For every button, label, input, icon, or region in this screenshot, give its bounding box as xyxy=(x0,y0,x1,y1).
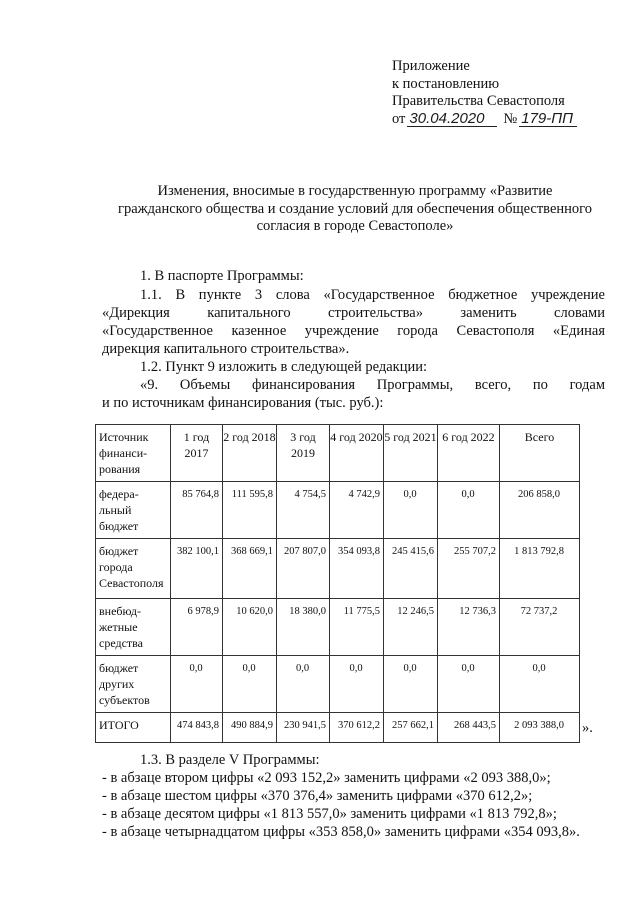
value-cell: 18 380,0 xyxy=(277,599,330,656)
value-cell: 0,0 xyxy=(223,656,277,713)
source-cell: федера-льный бюджет xyxy=(96,482,171,539)
list-item: - в абзаце шестом цифры «370 376,4» заменить цифрами «370 612,2»; xyxy=(102,788,533,804)
value-cell: 268 443,5 xyxy=(438,713,500,743)
value-cell: 230 941,5 xyxy=(277,713,330,743)
financing-table xyxy=(95,424,580,743)
paragraph-9-line: «9. Объемы финансирования Программы, всего, по годам xyxy=(140,377,605,393)
value-cell: 0,0 xyxy=(330,656,384,713)
header-cell: 3 год 2019 xyxy=(277,425,330,482)
value-cell: 85 764,8 xyxy=(171,482,223,539)
value-cell: 10 620,0 xyxy=(223,599,277,656)
table-header-row xyxy=(96,425,580,482)
list-item: - в абзаце четырнадцатом цифры «353 858,0» заменить цифрами «354 093,8». xyxy=(102,824,580,840)
value-cell: 0,0 xyxy=(438,656,500,713)
value-cell: 257 662,1 xyxy=(384,713,438,743)
header-cell: 1 год 2017 xyxy=(171,425,223,482)
handwritten-date: 30.04.2020 xyxy=(407,111,497,127)
header-cell: 6 год 2022 xyxy=(438,425,500,482)
table-row xyxy=(96,656,580,713)
handwritten-number: 179-ПП xyxy=(519,111,577,127)
header-cell: 2 год 2018 xyxy=(223,425,277,482)
value-cell: 0,0 xyxy=(500,656,580,713)
header-cell: Всего xyxy=(500,425,580,482)
list-item: - в абзаце втором цифры «2 093 152,2» заменить цифрами «2 093 388,0»; xyxy=(102,770,551,786)
list-item: - в абзаце десятом цифры «1 813 557,0» заменить цифрами «1 813 792,8»; xyxy=(102,806,557,822)
document-title xyxy=(90,183,620,236)
value-cell: 11 775,5 xyxy=(330,599,384,656)
value-cell: 354 093,8 xyxy=(330,539,384,599)
resolution-label: к постановлению xyxy=(392,75,500,92)
value-cell: 4 742,9 xyxy=(330,482,384,539)
closing-quote: ». xyxy=(582,720,593,736)
title-line: гражданского общества и создание условий для обеспечения общественного xyxy=(118,200,592,217)
value-cell: 4 754,5 xyxy=(277,482,330,539)
table-row xyxy=(96,599,580,656)
date-number-line xyxy=(392,111,577,129)
value-cell: 490 884,9 xyxy=(223,713,277,743)
value-cell: 72 737,2 xyxy=(500,599,580,656)
value-cell: 0,0 xyxy=(171,656,223,713)
value-cell: 370 612,2 xyxy=(330,713,384,743)
source-cell: ИТОГО xyxy=(96,713,171,743)
source-cell: бюджет города Севастополя xyxy=(96,539,171,599)
title-line: согласия в городе Севастополе» xyxy=(256,218,454,234)
value-cell: 206 858,0 xyxy=(500,482,580,539)
appendix-header xyxy=(392,58,577,128)
value-cell: 12 736,3 xyxy=(438,599,500,656)
date-prefix: от xyxy=(392,110,406,127)
value-cell: 255 707,2 xyxy=(438,539,500,599)
source-cell: внебюд-жетные средства xyxy=(96,599,171,656)
paragraph-1-1-line: «Дирекция капитального строительства» заменить словами xyxy=(102,305,605,321)
table-row xyxy=(96,539,580,599)
paragraph-1-2: 1.2. Пункт 9 изложить в следующей редакции: xyxy=(140,359,428,375)
paragraph-1-1-line: 1.1. В пункте 3 слова «Государственное бюджетное учреждение xyxy=(140,287,605,303)
header-cell: 5 год 2021 xyxy=(384,425,438,482)
value-cell: 6 978,9 xyxy=(171,599,223,656)
value-cell: 474 843,8 xyxy=(171,713,223,743)
appendix-label: Приложение xyxy=(392,58,470,74)
government-label: Правительства Севастополя xyxy=(392,93,565,109)
paragraph-1-1-line: дирекция капитального строительства». xyxy=(102,341,350,357)
value-cell: 368 669,1 xyxy=(223,539,277,599)
table-total-row xyxy=(96,713,580,743)
value-cell: 0,0 xyxy=(277,656,330,713)
value-cell: 1 813 792,8 xyxy=(500,539,580,599)
value-cell: 0,0 xyxy=(384,482,438,539)
paragraph-1: 1. В паспорте Программы: xyxy=(140,268,304,284)
value-cell: 111 595,8 xyxy=(223,482,277,539)
value-cell: 2 093 388,0 xyxy=(500,713,580,743)
value-cell: 245 415,6 xyxy=(384,539,438,599)
header-cell: 4 год 2020 xyxy=(330,425,384,482)
value-cell: 207 807,0 xyxy=(277,539,330,599)
title-line: Изменения, вносимые в государственную программу «Развитие xyxy=(157,183,553,199)
section-heading: 1.3. В разделе V Программы: xyxy=(140,752,320,768)
value-cell: 0,0 xyxy=(384,656,438,713)
paragraph-9-line: и по источникам финансирования (тыс. руб.): xyxy=(102,395,384,411)
source-cell: бюджет других субъектов xyxy=(96,656,171,713)
value-cell: 382 100,1 xyxy=(171,539,223,599)
value-cell: 0,0 xyxy=(438,482,500,539)
header-cell: Источник финанси-рования xyxy=(96,425,171,482)
value-cell: 12 246,5 xyxy=(384,599,438,656)
number-prefix: № xyxy=(503,110,518,127)
table-row xyxy=(96,482,580,539)
paragraph-1-1-line: «Государственное казенное учреждение города Севастополя «Единая xyxy=(102,323,605,339)
